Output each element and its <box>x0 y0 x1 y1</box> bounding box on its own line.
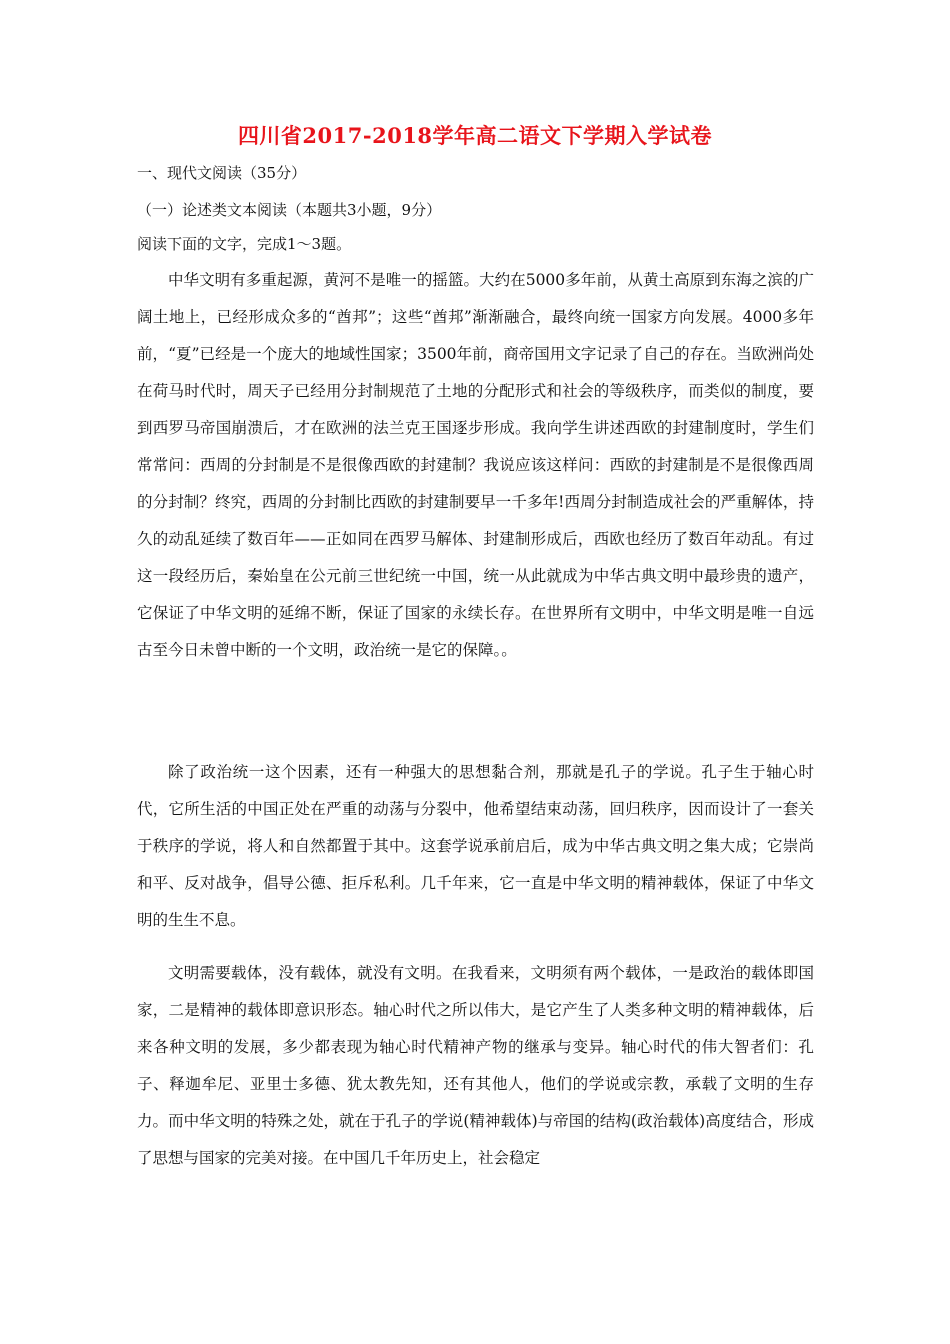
paragraph: 除了政治统一这个因素，还有一种强大的思想黏合剂，那就是孔子的学说。孔子生于轴心时代，它所生活的中国正处在严重的动荡与分裂中，他希望结束动荡，回归秩序，因而设计了一套关于秩序的学说，将人和自然都置于其中。这套学说承前启后，成为中华古典文明之集大成；它崇尚和平、反对战争，倡导公德、拒斥私利。几千年来，它一直是中华文明的精神载体，保证了中华文明的生生不息。 <box>137 763 814 929</box>
subsection-heading: （一）论述类文本阅读（本题共3小题，9分） <box>137 201 442 219</box>
paragraph-block <box>137 754 814 939</box>
paragraph: 文明需要载体，没有载体，就没有文明。在我看来，文明须有两个载体，一是政治的载体即国家，二是精神的载体即意识形态。轴心时代之所以伟大，是它产生了人类多种文明的精神载体，后来各种文明的发展，多少都表现为轴心时代精神产物的继承与变异。轴心时代的伟大智者们：孔子、释迦牟尼、亚里士多德、犹太教先知，还有其他人，他们的学说或宗教，承载了文明的生存力。而中华文明的特殊之处，就在于孔子的学说(精神载体)与帝国的结构(政治载体)高度结合，形成了思想与国家的完美对接。在中国几千年历史上，社会稳定 <box>137 964 814 1167</box>
paragraph: 中华文明有多重起源，黄河不是唯一的摇篮。大约在5000多年前，从黄土高原到东海之滨的广阔土地上，已经形成众多的“酋邦”；这些“酋邦”渐渐融合，最终向统一国家方向发展。4000多年前，“夏”已经是一个庞大的地域性国家；3500年前，商帝国用文字记录了自己的存在。当欧洲尚处在荷马时代时，周天子已经用分封制规范了土地的分配形式和社会的等级秩序，而类似的制度，要到西罗马帝国崩溃后，才在欧洲的法兰克王国逐步形成。我向学生讲述西欧的封建制度时，学生们常常问：西周的分封制是不是很像西欧的封建制？我说应该这样问：西欧的封建制是不是很像西周的分封制？终究，西周的分封制比西欧的封建制要早一千多年!西周分封制造成社会的严重解体，持久的动乱延续了数百年——正如同在西罗马解体、封建制形成后，西欧也经历了数百年动乱。有过这一段经历后，秦始皇在公元前三世纪统一中国，统一从此就成为中华古典文明中最珍贵的遗产，它保证了中华文明的延绵不断，保证了国家的永续长存。在世界所有文明中，中华文明是唯一自远古至今日未曾中断的一个文明，政治统一是它的保障。。 <box>137 271 814 659</box>
paragraph-block <box>137 955 814 1177</box>
document-title: 四川省2017-2018学年高二语文下学期入学试卷 <box>237 123 713 148</box>
reading-instruction: 阅读下面的文字，完成1～3题。 <box>137 235 352 253</box>
paragraph-block <box>137 262 814 669</box>
section-heading: 一、现代文阅读（35分） <box>137 164 307 182</box>
